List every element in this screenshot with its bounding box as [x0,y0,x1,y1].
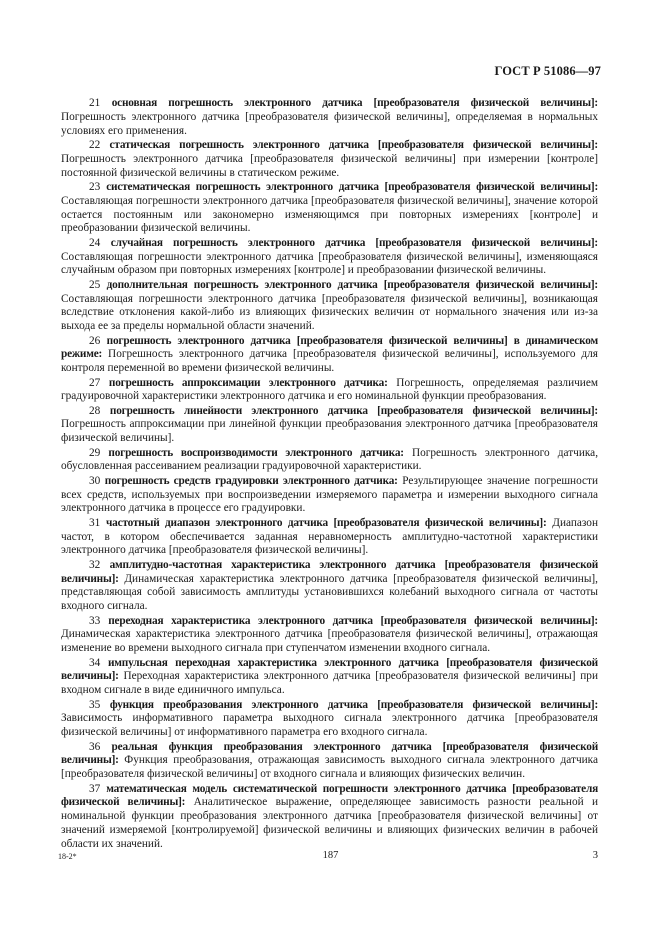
term-title: реальная функция преобразования электронного датчика [преобразователя физической величины]: [61,740,599,767]
term-title: математическая модель систематической погрешности электронного датчика [преобразователя физической величины]: [61,782,598,809]
term-title: погрешность линейности электронного датчика [преобразователя физической величины]: [109,404,598,417]
entry-number: 36 [89,740,101,753]
entry-number: 24 [89,236,101,249]
term-entry-26 [61,335,598,376]
term-title: статическая погрешность электронного датчика [преобразователя физической величины]: [109,138,598,151]
term-definition: Аналитическое выражение, определяющее зависимость разности реальной и номинальной функции преобразования электронного датчика [преобразователя физической величины] от значений измеряемой [контролируемой] физической величины и влияющих физических величин в рабочей области их значений. [61,796,599,850]
term-definition: Погрешность электронного датчика [преобразователя физической величины], определяемая в нормальных условиях его применения. [61,110,598,137]
term-definition: Динамическая характеристика электронного датчика [преобразователя физической величины], отражающая изменение во времени выходного сигнала при ступенчатом изменении входного сигнала. [61,628,598,655]
term-definition: Зависимость информативного параметра выходного сигнала электронного датчика [преобразователя физической величины] от информативного параметра его входного сигнала. [61,712,598,739]
entry-number: 28 [89,404,101,417]
entry-number: 37 [89,782,101,795]
term-definition: Диапазон частот, в котором обеспечивается заданная неравномерность амплитудно-частотной характеристики электронного датчика [преобразователя физической величины]. [61,516,599,557]
term-definition: Результирующее значение погрешности всех средств, используемых при воспроизведении измеряемого параметра и измерении выходного сигнала электронного датчика в процессе его градуировки. [61,474,599,515]
term-title: амплитудно-частотная характеристика электронного датчика [преобразователя физической величины]: [61,558,598,585]
entry-number: 25 [89,278,101,291]
entry-number: 34 [89,656,101,669]
term-title: погрешность воспроизводимости электронного датчика: [108,446,404,459]
term-entry-23 [61,181,598,236]
entry-number: 21 [89,97,101,109]
term-title: погрешность средств градуировки электронного датчика: [104,474,398,487]
page-number: 187 [322,850,339,861]
term-entry-30 [61,475,598,516]
entry-number: 27 [89,376,101,389]
term-title: функция преобразования электронного датчика [преобразователя физической величины]: [109,698,599,711]
term-entry-24 [61,237,598,278]
term-entry-33 [61,615,598,656]
term-entry-34 [61,657,598,698]
term-entry-21 [61,97,598,138]
entry-number: 30 [89,474,101,487]
entry-number: 31 [89,516,101,529]
entry-number: 22 [89,138,101,151]
sheet-mark: 18-2* [58,852,77,861]
term-entry-36 [61,741,598,782]
term-title: погрешность аппроксимации электронного датчика: [108,376,388,389]
term-title: основная погрешность электронного датчика [преобразователя физической величины]: [111,97,598,109]
term-entry-29 [61,447,598,475]
term-definition: Составляющая погрешности электронного датчика [преобразователя физической величины], изменяющаяся случайным образом при повторных измерениях [контроле] и преобразовании физической величины. [61,250,598,277]
term-definition: Динамическая характеристика электронного датчика [преобразователя физической величины], представляющая собой зависимость амплитуды установившихся колебаний выходного сигнала от частоты входного сигнала. [61,572,599,613]
entry-number: 32 [89,558,101,571]
entry-number: 23 [89,180,101,193]
page-number-small: 3 [592,850,598,861]
term-definition: Переходная характеристика электронного датчика [преобразователя физической величины] при входном сигнале в виде единичного импульса. [61,670,598,697]
term-definition: Погрешность аппроксимации при линейной функции преобразования электронного датчика [преобразователя физической величины]. [61,418,598,445]
term-title: частотный диапазон электронного датчика [преобразователя физической величины]: [106,516,547,529]
term-definition: Погрешность электронного датчика [преобразователя физической величины], используемого для контроля переменной во времени физической величины. [61,348,599,375]
entry-number: 33 [89,614,101,627]
standard-header: ГОСТ Р 51086—97 [494,64,601,78]
term-title: систематическая погрешность электронного датчика [преобразователя физической величины]: [106,180,599,193]
term-title: переходная характеристика электронного датчика [преобразователя физической величины]: [108,614,598,627]
entry-number: 35 [89,698,101,711]
term-definition: Погрешность электронного датчика, обусловленная рассеиванием реализации градуировочной характеристики. [61,446,599,473]
term-entry-27 [61,377,598,405]
term-entry-28 [61,405,598,446]
term-title: дополнительная погрешность электронного датчика [преобразователя физической величины]: [106,278,598,291]
term-entry-35 [61,699,598,740]
term-entry-31 [61,517,598,558]
term-definition: Погрешность, определяемая различием градуировочной характеристики электронного датчика и его номинальной функции преобразования. [61,376,598,403]
term-entry-32 [61,559,598,614]
term-definition: Составляющая погрешности электронного датчика [преобразователя физической величины], значение которой остается постоянным или закономерно изменяющимся при повторных измерениях [контроле] и преобразовании физической величины. [61,194,598,235]
term-definition: Составляющая погрешности электронного датчика [преобразователя физической величины], возникающая вследствие отклонения какой-либо из влияющих физических величин от нормального значения или из-за выхода ее за пределы нормальной области значений. [61,292,598,333]
term-entry-25 [61,279,598,334]
term-definition: Функция преобразования, отражающая зависимость выходного сигнала электронного датчика [преобразователя физической величины] от входного сигнала и влияющих физических величин. [61,754,598,781]
term-entry-22 [61,139,598,180]
terms-list [61,97,598,852]
term-definition: Погрешность электронного датчика [преобразователя физической величины] при измерении [контроле] постоянной физической величины в статическом режиме. [61,152,598,179]
entry-number: 26 [89,334,101,347]
term-entry-37 [61,783,598,852]
term-title: импульсная переходная характеристика электронного датчика [преобразователя физической величины]: [61,656,598,683]
term-title: погрешность электронного датчика [преобразователя физической величины] в динамическом режиме: [61,334,599,361]
entry-number: 29 [89,446,101,459]
term-title: случайная погрешность электронного датчика [преобразователя физической величины]: [110,236,598,249]
